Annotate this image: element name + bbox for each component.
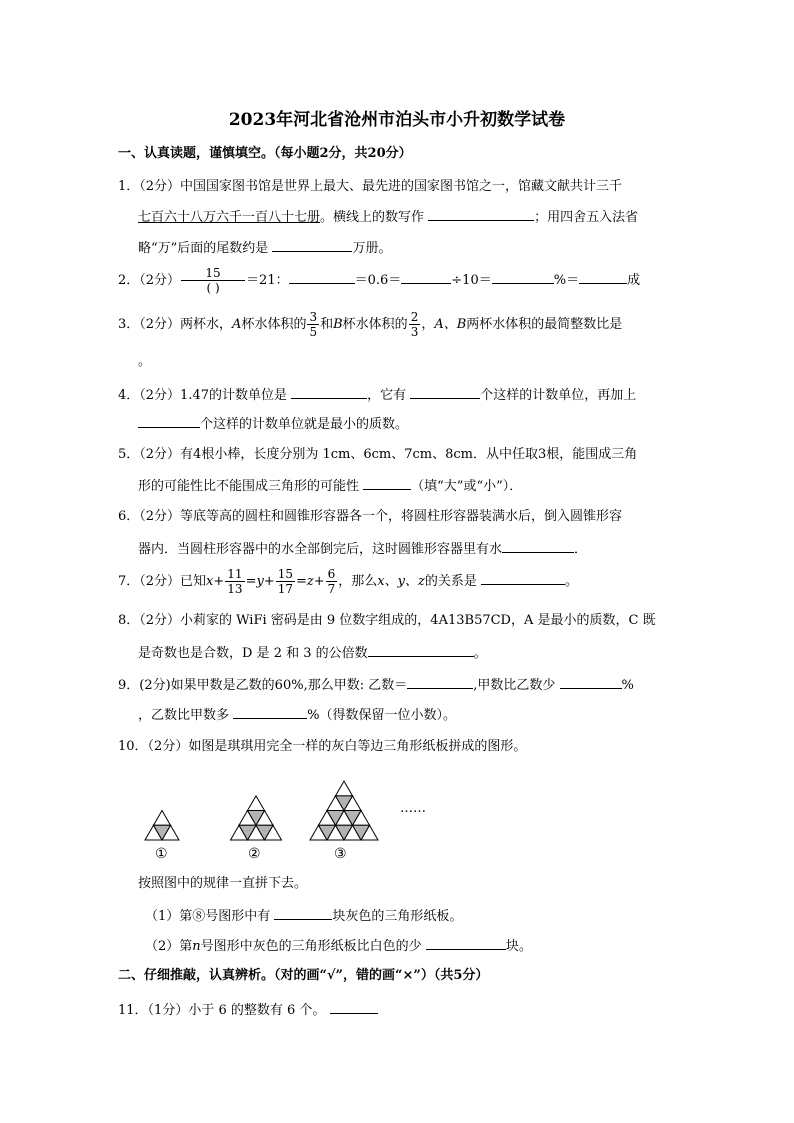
- q1-line2: [138, 207, 638, 227]
- q2-fraction: [181, 266, 245, 295]
- white-triangle: [336, 781, 353, 796]
- q1-underlined-text: 七百六十八万六千一百八十七册: [138, 210, 321, 225]
- q1-blank-2[interactable]: [272, 238, 352, 252]
- q4-line1: [118, 385, 636, 405]
- q7-text: ，那么: [338, 574, 378, 589]
- q2-text: 成: [627, 273, 641, 288]
- q4-text: 4．（2分）1.47的计数单位是: [118, 388, 287, 403]
- q6-line1: 6．（2分）等底等高的圆柱和圆锥形容器各一个，将圆柱形容器装满水后，倒入圆锥形容: [118, 509, 623, 524]
- q2-blank-2[interactable]: [401, 270, 451, 284]
- q4-line2: [138, 414, 408, 434]
- q10-text: 块灰色的三角形纸板。: [332, 909, 463, 924]
- q9-text: %: [621, 678, 634, 693]
- q1-blank-1[interactable]: [428, 207, 534, 221]
- q1-line1: 1．（2分）中国国家图书馆是世界上最大、最先进的国家图书馆之一，馆藏文献共计三千: [118, 179, 623, 194]
- q3-prefix: 3．（2分）两杯水，: [118, 317, 233, 332]
- q11-text: 11．（1分）小于 6 的整数有 6 个。: [118, 1003, 326, 1018]
- q3-text: ，: [421, 317, 435, 332]
- q9-line1: [118, 675, 634, 695]
- q10-text: （1）第⑧号图形中有: [145, 909, 271, 924]
- q2-numerator: 15: [181, 266, 245, 281]
- section-2-heading: 二、仔细推敲，认真辨析。（对的画“√”，错的画“×”）（共5分）: [118, 968, 489, 983]
- q3-var-a: A: [232, 317, 242, 332]
- q3-text: 和: [320, 317, 334, 332]
- q4-text: 个这样的计数单位就是最小的质数。: [200, 417, 409, 432]
- white-triangle: [154, 811, 171, 826]
- triangle-figures: [130, 760, 430, 842]
- q2-blank-4[interactable]: [579, 270, 627, 284]
- q10-sub1: [145, 906, 462, 926]
- figure-ellipsis: ……: [400, 801, 426, 816]
- q9-line2: [138, 705, 456, 725]
- q5-text: （填“大”或“小”）．: [411, 479, 523, 494]
- q3-text: 杯水体积的: [342, 317, 408, 332]
- q1-text: 。横线上的数写作: [320, 210, 425, 225]
- q1-text: ；用四舍五入法省: [534, 210, 639, 225]
- q7-blank[interactable]: [481, 571, 565, 585]
- q6-line2: [138, 539, 587, 559]
- q7-fraction-3: [326, 567, 338, 596]
- q5-line1: 5．（2分）有4根小棒，长度分别为 1cm、6cm、7cm、8cm．从中任取3根，能围成三角: [118, 447, 638, 462]
- q7-x: x+: [206, 574, 225, 589]
- q10-line1: 10．（2分）如图是琪琪用完全一样的灰白等边三角形纸板拼成的图形。: [118, 739, 527, 754]
- q2-prefix: 2．（2分）: [118, 273, 181, 288]
- q7-f2-numerator: 15: [277, 567, 293, 581]
- q7-f1-denominator: 13: [227, 582, 243, 596]
- q7-text: 的关系是: [424, 574, 477, 589]
- q7-f1-numerator: 11: [227, 567, 243, 581]
- q10-sub2: [145, 936, 532, 956]
- q10-text: 号图形中灰色的三角形纸板比白色的少: [200, 939, 422, 954]
- q6-text: 器内．当圆柱形容器中的水全部倒完后，这时圆锥形容器里有水: [138, 542, 503, 557]
- q3-text: 杯水体积的: [241, 317, 307, 332]
- q7-line: [118, 567, 578, 597]
- q7-fraction-1: [225, 567, 244, 596]
- q7-prefix: 7．（2分）已知: [118, 574, 207, 589]
- q11-line: [118, 1000, 378, 1020]
- q7-f2-denominator: 17: [277, 582, 293, 596]
- q2-text: ＝21：: [246, 273, 289, 288]
- q8-text: 是奇数也是合数，D 是 2 和 3 的公倍数: [138, 646, 368, 661]
- q2-blank-1[interactable]: [289, 270, 355, 284]
- triangle-figure-1: [145, 811, 179, 840]
- q8-text: 。: [473, 646, 487, 661]
- q7-fraction-2: [276, 567, 295, 596]
- q9-blank-3[interactable]: [233, 705, 307, 719]
- q3-f1-denominator: 5: [309, 325, 318, 339]
- figure-label-3: ③: [334, 846, 347, 862]
- q1-line3: [138, 238, 391, 258]
- q8-line1: 8．（2分）小莉家的 WiFi 密码是由 9 位数字组成的，4A13B57CD，A 是最小的质数，C 既: [118, 613, 656, 628]
- q7-f3-denominator: 7: [327, 582, 336, 596]
- q10-blank-1[interactable]: [274, 906, 332, 920]
- q10-text: （2）第: [145, 939, 193, 954]
- q6-text: ．: [574, 542, 588, 557]
- q3-text: 两杯水体积的最简整数比是: [466, 317, 623, 332]
- q9-text: ,甲数比乙数少: [473, 678, 556, 693]
- q3-line1: [118, 310, 622, 340]
- q3-f2-numerator: 2: [410, 310, 419, 324]
- q10-line2: 按照图中的规律一直拼下去。: [138, 876, 308, 891]
- q10-n: n: [192, 939, 201, 954]
- q2-text: ＝0.6＝: [354, 273, 402, 288]
- q7-text: 。: [564, 574, 578, 589]
- q4-blank-1[interactable]: [291, 385, 367, 399]
- q7-vars: x、y、z: [377, 574, 425, 589]
- section-1-heading: 一、认真读题，谨慎填空。（每小题2分，共20分）: [118, 146, 412, 161]
- q9-text: %（得数保留一位小数）。: [307, 708, 457, 723]
- q9-text: ，乙数比甲数多: [138, 708, 230, 723]
- q8-line2: [138, 643, 487, 663]
- q7-z: =z+: [295, 574, 325, 589]
- q11-blank[interactable]: [330, 1000, 378, 1014]
- q2-line: [118, 266, 640, 295]
- q10-blank-2[interactable]: [426, 936, 506, 950]
- q4-text: ，它有: [367, 388, 407, 403]
- q4-blank-2[interactable]: [410, 385, 480, 399]
- q9-blank-1[interactable]: [407, 675, 473, 689]
- q3-fraction-2: [409, 310, 421, 339]
- q4-blank-3[interactable]: [138, 414, 200, 428]
- q3-vars-ab: A、B: [434, 317, 467, 332]
- q3-fraction-1: [307, 310, 319, 339]
- q6-blank[interactable]: [502, 539, 574, 553]
- q9-blank-2[interactable]: [560, 675, 622, 689]
- q8-blank[interactable]: [368, 643, 474, 657]
- figure-label-1: ①: [155, 846, 168, 862]
- q3-f1-numerator: 3: [309, 310, 318, 324]
- white-triangle: [248, 796, 265, 811]
- q3-f2-denominator: 3: [410, 325, 419, 339]
- q2-blank-3[interactable]: [492, 270, 554, 284]
- q1-text: 略“万”后面的尾数约是: [138, 241, 269, 256]
- q10-text: 块。: [505, 939, 532, 954]
- exam-title: 2023年河北省沧州市泊头市小升初数学试卷: [228, 110, 566, 130]
- q3-line2: 。: [138, 354, 152, 369]
- q2-denominator[interactable]: ( ): [206, 281, 220, 295]
- q9-text: 9．(2分)如果甲数是乙数的60%,那么甲数: 乙数＝: [118, 678, 408, 693]
- q5-blank[interactable]: [363, 476, 411, 490]
- figure-label-2: ②: [248, 846, 261, 862]
- triangle-figure-2: [231, 796, 282, 840]
- q7-f3-numerator: 6: [327, 567, 336, 581]
- q3-var-b: B: [333, 317, 343, 332]
- q7-y: =y+: [245, 574, 275, 589]
- q4-text: 个这样的计数单位，再加上: [480, 388, 637, 403]
- q5-line2: [138, 476, 522, 496]
- q2-text: %＝: [553, 273, 580, 288]
- triangle-figure-3: [310, 781, 378, 840]
- q5-text: 形的可能性比不能围成三角形的可能性: [138, 479, 360, 494]
- q1-text: 万册。: [352, 241, 392, 256]
- q2-text: ÷10＝: [451, 273, 492, 288]
